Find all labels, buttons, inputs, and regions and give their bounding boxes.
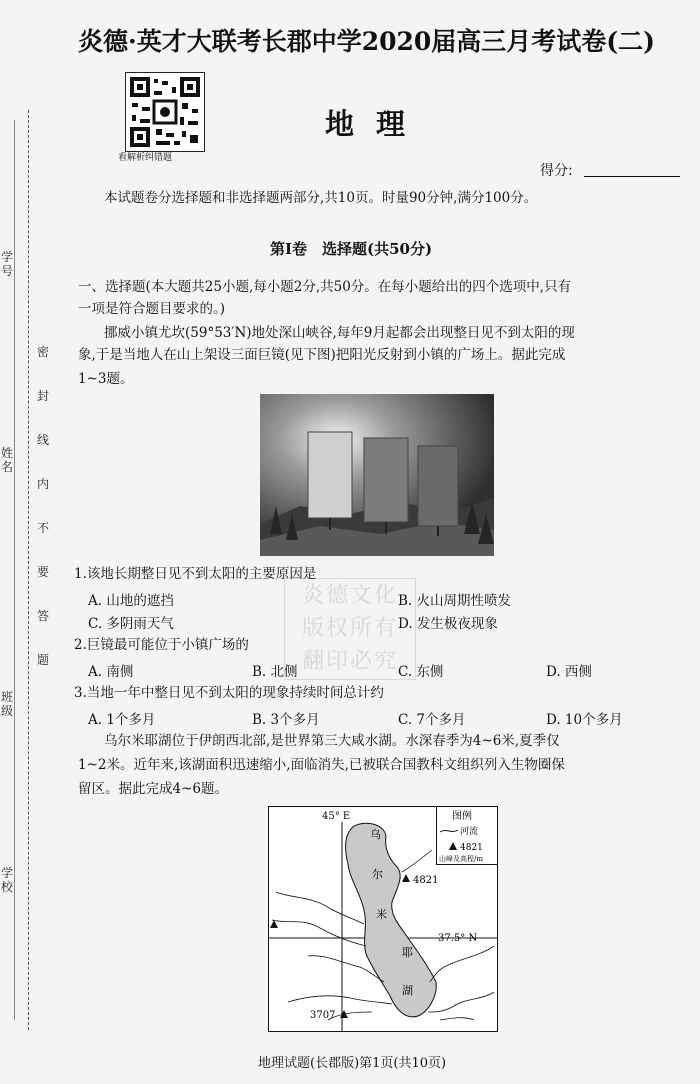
copyright-watermark: 炎德文化 版权所有 翻印必究: [284, 578, 416, 680]
sidebar-seal-text: 密封线内不要答题: [36, 345, 49, 667]
score-label: 得分:: [540, 163, 573, 179]
question-1-option-a[interactable]: A. 山地的遮挡: [88, 593, 174, 609]
question-3-option-d[interactable]: D. 10个多月: [546, 712, 623, 728]
lake-urmia-map: [268, 806, 498, 1032]
map-lon-label: 45° E: [322, 811, 351, 822]
part1-instructions-line1: 一、选择题(本大题共25小题,每小题2分,共50分。在每小题给出的四个选项中,只有: [78, 279, 572, 295]
legend-peak-caption: 山峰及高程/m: [439, 855, 483, 863]
question-1-option-b[interactable]: B. 火山周期性喷发: [398, 593, 512, 609]
passage2-line2: 1~2米。近年来,该湖面积迅速缩小,面临消失,已被联合国教科文组织列入生物圈保: [78, 757, 565, 773]
score-blank[interactable]: [584, 176, 680, 177]
peak-4821-label: 4821: [413, 875, 439, 886]
question-1-option-d[interactable]: D. 发生极夜现象: [398, 616, 498, 632]
svg-text:耶: 耶: [402, 946, 413, 959]
question-3-option-b[interactable]: B. 3个多月: [252, 712, 320, 728]
question-1-stem: 1.该地长期整日见不到太阳的主要原因是: [74, 566, 317, 582]
mirror-photo: [260, 394, 494, 556]
question-2-option-d[interactable]: D. 西侧: [546, 664, 592, 680]
map-legend-title: 图例: [452, 811, 472, 822]
svg-text:乌: 乌: [370, 828, 381, 841]
passage1-line3: 1~3题。: [78, 371, 134, 387]
sidebar-student-no-label: 学号: [0, 250, 13, 278]
map-lat-label: 37.5° N: [438, 933, 478, 944]
svg-text:米: 米: [376, 908, 387, 921]
legend-river-label: 河流: [460, 827, 479, 837]
peak-3707-label: 3707: [310, 1010, 336, 1021]
svg-text:尔: 尔: [372, 868, 383, 881]
question-3-stem: 3.当地一年中整日见不到太阳的现象持续时间总计约: [74, 685, 384, 701]
question-2-stem: 2.巨镜最可能位于小镇广场的: [74, 637, 249, 653]
question-2-option-b[interactable]: B. 北侧: [252, 664, 298, 680]
seal-line: [28, 110, 29, 1030]
question-1-option-c[interactable]: C. 多阴雨天气: [88, 616, 174, 632]
legend-peak-value: 4821: [460, 843, 483, 853]
section-title: 第Ⅰ卷 选择题(共50分): [270, 240, 433, 258]
question-3-option-a[interactable]: A. 1个多月: [88, 712, 156, 728]
passage2-line3: 留区。据此完成4~6题。: [78, 781, 228, 797]
qr-code[interactable]: [125, 72, 205, 152]
svg-text:湖: 湖: [402, 984, 413, 997]
passage1-line2: 象,于是当地人在山上架设三面巨镜(见下图)把阳光反射到小镇的广场上。据此完成: [78, 347, 566, 363]
exam-intro: 本试题卷分选择题和非选择题两部分,共10页。时量90分钟,满分100分。: [104, 190, 538, 206]
passage2-line1: 乌尔米耶湖位于伊朗西北部,是世界第三大咸水湖。水深春季为4~6米,夏季仅: [104, 733, 560, 749]
exam-header-title: 炎德·英才大联考长郡中学2020届高三月考试卷(二): [78, 27, 655, 56]
passage1-line1: 挪威小镇尤坎(59°53′N)地处深山峡谷,每年9月起都会出现整日见不到太阳的现: [104, 325, 575, 341]
part1-instructions-line2: 一项是符合题目要求的。): [78, 301, 226, 317]
question-2-option-a[interactable]: A. 南侧: [88, 664, 134, 680]
sidebar-name-label: 姓名: [0, 446, 13, 474]
sidebar-class-label: 班级: [0, 690, 13, 718]
question-2-option-c[interactable]: C. 东侧: [398, 664, 444, 680]
question-3-option-c[interactable]: C. 7个多月: [398, 712, 466, 728]
binding-line: [14, 120, 15, 1020]
subject-title: 地理: [325, 107, 428, 141]
sidebar-school-label: 学校: [0, 866, 13, 894]
qr-caption: 看解析纠错题: [118, 153, 173, 163]
page-footer: 地理试题(长郡版)第1页(共10页): [258, 1056, 447, 1071]
